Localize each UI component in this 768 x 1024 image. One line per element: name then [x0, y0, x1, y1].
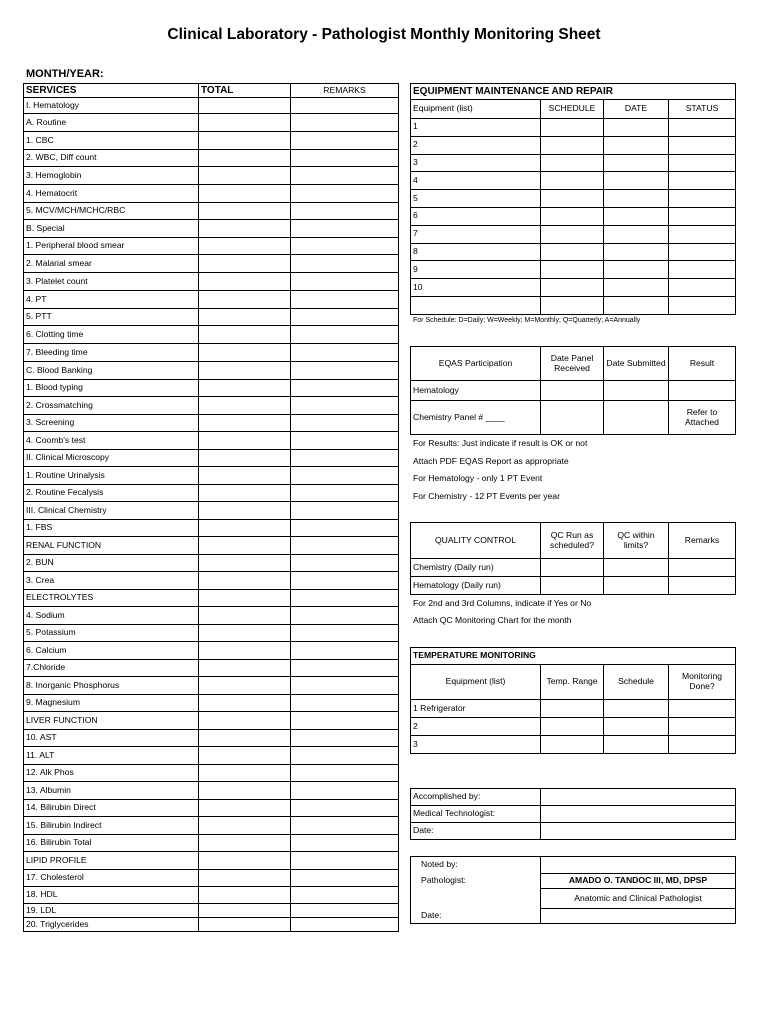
- equipment-cell[interactable]: [669, 279, 736, 297]
- remarks-cell[interactable]: [291, 887, 399, 904]
- service-row-label: C. Blood Banking: [24, 362, 199, 380]
- accomplished-label: Medical Technologist:: [411, 806, 541, 823]
- remarks-cell[interactable]: [291, 782, 399, 800]
- total-cell[interactable]: [199, 362, 291, 380]
- eqas-cell[interactable]: [541, 401, 604, 435]
- service-row-label: B. Special: [24, 220, 199, 238]
- equipment-title: EQUIPMENT MAINTENANCE AND REPAIR: [411, 84, 736, 100]
- remarks-cell[interactable]: [291, 747, 399, 765]
- pathologist-name: AMADO O. TANDOC III, MD, DPSP: [541, 874, 736, 889]
- equipment-cell[interactable]: [669, 154, 736, 172]
- equipment-table: [410, 83, 736, 315]
- service-row-label: 14. Bilirubin Direct: [24, 800, 199, 817]
- eqas-result[interactable]: [669, 381, 736, 401]
- remarks-cell[interactable]: [291, 273, 399, 291]
- equipment-row-number[interactable]: 10: [411, 279, 541, 297]
- equipment-row-number[interactable]: 4: [411, 172, 541, 190]
- equipment-cell[interactable]: [669, 296, 736, 314]
- remarks-cell[interactable]: [291, 220, 399, 238]
- service-row-label: 3. Crea: [24, 572, 199, 590]
- temperature-header: Schedule: [604, 665, 669, 700]
- equipment-row-number[interactable]: 9: [411, 261, 541, 279]
- service-row-label: 12. Alk Phos: [24, 765, 199, 782]
- eqas-row-label: Hematology: [411, 381, 541, 401]
- remarks-cell[interactable]: [291, 502, 399, 520]
- temperature-row-label: 3: [411, 736, 541, 754]
- equipment-cell[interactable]: [541, 207, 604, 225]
- remarks-cell[interactable]: [291, 397, 399, 415]
- service-row-label: 3. Screening: [24, 415, 199, 432]
- accomplished-table: [410, 788, 736, 840]
- service-row-label: 5. Potassium: [24, 625, 199, 642]
- equipment-cell[interactable]: [604, 154, 669, 172]
- equipment-cell[interactable]: [541, 225, 604, 243]
- service-row-label: 8. Inorganic Phosphorus: [24, 677, 199, 695]
- temperature-cell[interactable]: [669, 700, 736, 718]
- temperature-row-label: 2: [411, 718, 541, 736]
- pathologist-position: Anatomic and Clinical Pathologist: [541, 889, 736, 909]
- total-cell[interactable]: [199, 660, 291, 677]
- equipment-cell[interactable]: [604, 243, 669, 261]
- total-cell[interactable]: [199, 114, 291, 132]
- total-cell[interactable]: [199, 887, 291, 904]
- total-cell[interactable]: [199, 185, 291, 203]
- eqas-cell[interactable]: [541, 381, 604, 401]
- service-row-label: 2. Routine Fecalysis: [24, 485, 199, 502]
- total-cell[interactable]: [199, 273, 291, 291]
- temperature-cell[interactable]: [541, 736, 604, 754]
- service-row-label: 9. Magnesium: [24, 695, 199, 712]
- equipment-cell[interactable]: [604, 261, 669, 279]
- eqas-note: For Hematology - only 1 PT Event: [413, 473, 543, 483]
- eqas-row-label: Chemistry Panel # ____: [411, 401, 541, 435]
- service-row-label: LIVER FUNCTION: [24, 712, 199, 730]
- temperature-header: Monitoring Done?: [669, 665, 736, 700]
- total-cell[interactable]: [199, 520, 291, 537]
- equipment-cell[interactable]: [541, 136, 604, 154]
- service-row-label: 2. WBC, Diff count: [24, 150, 199, 167]
- service-row-label: 2. Crossmatching: [24, 397, 199, 415]
- remarks-cell[interactable]: [291, 238, 399, 255]
- remarks-cell[interactable]: [291, 450, 399, 467]
- eqas-note: For Results: Just indicate if result is OK or not: [413, 438, 588, 448]
- eqas-cell[interactable]: [604, 401, 669, 435]
- total-cell[interactable]: [199, 642, 291, 660]
- remarks-cell[interactable]: [291, 572, 399, 590]
- service-row-label: 4. Hematocrit: [24, 185, 199, 203]
- accomplished-cell[interactable]: [541, 823, 736, 840]
- service-row-label: LIPID PROFILE: [24, 852, 199, 870]
- equipment-cell[interactable]: [604, 136, 669, 154]
- total-cell[interactable]: [199, 765, 291, 782]
- equipment-cell[interactable]: [541, 172, 604, 190]
- equipment-cell[interactable]: [669, 207, 736, 225]
- equipment-cell[interactable]: [541, 119, 604, 137]
- equipment-cell[interactable]: [604, 225, 669, 243]
- service-row-label: 2. BUN: [24, 555, 199, 572]
- qc-note: For 2nd and 3rd Columns, indicate if Yes or No: [413, 598, 592, 608]
- service-row-label: 18. HDL: [24, 887, 199, 904]
- remarks-cell[interactable]: [291, 537, 399, 555]
- remarks-cell[interactable]: [291, 309, 399, 326]
- schedule-legend: For Schedule: D=Daily; W=Weekly; M=Monthly; Q=Quarterly; A=Annually: [413, 317, 641, 324]
- equipment-cell[interactable]: [669, 172, 736, 190]
- remarks-cell[interactable]: [291, 695, 399, 712]
- noted-table: [410, 856, 736, 924]
- total-cell[interactable]: [199, 835, 291, 852]
- total-cell[interactable]: [199, 502, 291, 520]
- total-cell[interactable]: [199, 782, 291, 800]
- total-cell[interactable]: [199, 918, 291, 932]
- temperature-cell[interactable]: [669, 736, 736, 754]
- equipment-cell[interactable]: [604, 190, 669, 208]
- equipment-cell[interactable]: [604, 296, 669, 314]
- equipment-row-number[interactable]: [411, 296, 541, 314]
- eqas-header: Date Panel Received: [541, 347, 604, 381]
- equipment-cell[interactable]: [669, 119, 736, 137]
- equipment-row-number[interactable]: 5: [411, 190, 541, 208]
- qc-row-label: Chemistry (Daily run): [411, 559, 541, 577]
- qc-cell[interactable]: [541, 559, 604, 577]
- remarks-cell[interactable]: [291, 817, 399, 835]
- eqas-note: Attach PDF EQAS Report as appropriate: [413, 456, 569, 466]
- service-row-label: 11. ALT: [24, 747, 199, 765]
- total-cell[interactable]: [199, 677, 291, 695]
- equipment-cell[interactable]: [604, 172, 669, 190]
- service-row-label: 7. Bleeding time: [24, 344, 199, 362]
- equipment-cell[interactable]: [541, 279, 604, 297]
- remarks-cell[interactable]: [291, 203, 399, 220]
- remarks-cell[interactable]: [291, 835, 399, 852]
- total-cell[interactable]: [199, 167, 291, 185]
- remarks-cell[interactable]: [291, 185, 399, 203]
- total-cell[interactable]: [199, 904, 291, 918]
- qc-row-label: Hematology (Daily run): [411, 577, 541, 595]
- accomplished-cell[interactable]: [541, 806, 736, 823]
- remarks-cell[interactable]: [291, 918, 399, 932]
- temperature-row-label: 1 Refrigerator: [411, 700, 541, 718]
- header-remarks: REMARKS: [291, 84, 399, 98]
- total-cell[interactable]: [199, 800, 291, 817]
- total-cell[interactable]: [199, 695, 291, 712]
- remarks-cell[interactable]: [291, 114, 399, 132]
- remarks-cell[interactable]: [291, 730, 399, 747]
- total-cell[interactable]: [199, 344, 291, 362]
- accomplished-cell[interactable]: [541, 789, 736, 806]
- equipment-row-number[interactable]: 1: [411, 119, 541, 137]
- equipment-cell[interactable]: [669, 190, 736, 208]
- header-services: SERVICES: [24, 84, 199, 98]
- pathologist-label: Pathologist:: [411, 874, 541, 889]
- total-cell[interactable]: [199, 432, 291, 450]
- service-row-label: 7.Chloride: [24, 660, 199, 677]
- service-row-label: 1. Routine Urinalysis: [24, 467, 199, 485]
- remarks-cell[interactable]: [291, 255, 399, 273]
- remarks-cell[interactable]: [291, 362, 399, 380]
- remarks-cell[interactable]: [291, 642, 399, 660]
- total-cell[interactable]: [199, 852, 291, 870]
- eqas-header: Result: [669, 347, 736, 381]
- equipment-cell[interactable]: [604, 207, 669, 225]
- temperature-cell[interactable]: [669, 718, 736, 736]
- remarks-cell[interactable]: [291, 467, 399, 485]
- service-row-label: I. Hematology: [24, 98, 199, 114]
- equipment-header: Equipment (list): [411, 100, 541, 119]
- remarks-cell[interactable]: [291, 555, 399, 572]
- total-cell[interactable]: [199, 450, 291, 467]
- total-cell[interactable]: [199, 397, 291, 415]
- equipment-cell[interactable]: [669, 225, 736, 243]
- remarks-cell[interactable]: [291, 590, 399, 607]
- equipment-cell[interactable]: [669, 136, 736, 154]
- total-cell[interactable]: [199, 590, 291, 607]
- equipment-row-number[interactable]: 7: [411, 225, 541, 243]
- qc-cell[interactable]: [541, 577, 604, 595]
- total-cell[interactable]: [199, 712, 291, 730]
- remarks-cell[interactable]: [291, 904, 399, 918]
- qc-cell[interactable]: [669, 577, 736, 595]
- total-cell[interactable]: [199, 203, 291, 220]
- service-row-label: 1. CBC: [24, 132, 199, 150]
- equipment-header: STATUS: [669, 100, 736, 119]
- qc-table: [410, 522, 736, 595]
- temperature-cell[interactable]: [604, 736, 669, 754]
- temperature-table: [410, 647, 736, 754]
- total-cell[interactable]: [199, 625, 291, 642]
- total-cell[interactable]: [199, 572, 291, 590]
- remarks-cell[interactable]: [291, 380, 399, 397]
- header-total: TOTAL: [199, 84, 291, 98]
- total-cell[interactable]: [199, 607, 291, 625]
- service-row-label: 10. AST: [24, 730, 199, 747]
- equipment-row-number[interactable]: 6: [411, 207, 541, 225]
- service-row-label: 19. LDL: [24, 904, 199, 918]
- total-cell[interactable]: [199, 132, 291, 150]
- remarks-cell[interactable]: [291, 132, 399, 150]
- service-row-label: 6. Calcium: [24, 642, 199, 660]
- qc-header: QC Run as scheduled?: [541, 523, 604, 559]
- service-row-label: 20. Triglycerides: [24, 918, 199, 932]
- accomplished-label: Date:: [411, 823, 541, 840]
- service-row-label: 5. PTT: [24, 309, 199, 326]
- total-cell[interactable]: [199, 326, 291, 344]
- eqas-header: EQAS Participation: [411, 347, 541, 381]
- total-cell[interactable]: [199, 255, 291, 273]
- qc-header: QC within limits?: [604, 523, 669, 559]
- service-row-label: II. Clinical Microscopy: [24, 450, 199, 467]
- month-year-label: MONTH/YEAR:: [26, 68, 104, 80]
- service-row-label: 2. Malarial smear: [24, 255, 199, 273]
- total-cell[interactable]: [199, 415, 291, 432]
- temperature-header: Temp. Range: [541, 665, 604, 700]
- service-row-label: 3. Hemoglobin: [24, 167, 199, 185]
- eqas-note: For Chemistry - 12 PT Events per year: [413, 491, 560, 501]
- qc-header: QUALITY CONTROL: [411, 523, 541, 559]
- remarks-cell[interactable]: [291, 150, 399, 167]
- qc-cell[interactable]: [604, 559, 669, 577]
- total-cell[interactable]: [199, 291, 291, 309]
- total-cell[interactable]: [199, 150, 291, 167]
- remarks-cell[interactable]: [291, 432, 399, 450]
- equipment-cell[interactable]: [541, 296, 604, 314]
- temperature-cell[interactable]: [541, 718, 604, 736]
- service-row-label: III. Clinical Chemistry: [24, 502, 199, 520]
- equipment-cell[interactable]: [669, 261, 736, 279]
- service-row-label: 4. Sodium: [24, 607, 199, 625]
- service-row-label: 5. MCV/MCH/MCHC/RBC: [24, 203, 199, 220]
- service-row-label: 1. FBS: [24, 520, 199, 537]
- service-row-label: 1. Blood typing: [24, 380, 199, 397]
- total-cell[interactable]: [199, 220, 291, 238]
- total-cell[interactable]: [199, 747, 291, 765]
- service-row-label: 15. Bilirubin Indirect: [24, 817, 199, 835]
- accomplished-label: Accomplished by:: [411, 789, 541, 806]
- total-cell[interactable]: [199, 870, 291, 887]
- remarks-cell[interactable]: [291, 712, 399, 730]
- eqas-table: [410, 346, 736, 435]
- qc-cell[interactable]: [604, 577, 669, 595]
- equipment-cell[interactable]: [541, 243, 604, 261]
- service-row-label: 6. Clotting time: [24, 326, 199, 344]
- equipment-header: SCHEDULE: [541, 100, 604, 119]
- remarks-cell[interactable]: [291, 625, 399, 642]
- total-cell[interactable]: [199, 309, 291, 326]
- remarks-cell[interactable]: [291, 677, 399, 695]
- service-row-label: 16. Bilirubin Total: [24, 835, 199, 852]
- remarks-cell[interactable]: [291, 291, 399, 309]
- remarks-cell[interactable]: [291, 167, 399, 185]
- equipment-cell[interactable]: [669, 243, 736, 261]
- total-cell[interactable]: [199, 555, 291, 572]
- remarks-cell[interactable]: [291, 98, 399, 114]
- qc-cell[interactable]: [669, 559, 736, 577]
- remarks-cell[interactable]: [291, 852, 399, 870]
- remarks-cell[interactable]: [291, 485, 399, 502]
- service-row-label: A. Routine: [24, 114, 199, 132]
- qc-note: Attach QC Monitoring Chart for the month: [413, 615, 572, 625]
- equipment-cell[interactable]: [604, 279, 669, 297]
- total-cell[interactable]: [199, 730, 291, 747]
- total-cell[interactable]: [199, 380, 291, 397]
- temperature-cell[interactable]: [604, 700, 669, 718]
- noted-date-label: Date:: [411, 909, 541, 924]
- eqas-header: Date Submitted: [604, 347, 669, 381]
- equipment-row-number[interactable]: 3: [411, 154, 541, 172]
- equipment-header: DATE: [604, 100, 669, 119]
- equipment-cell[interactable]: [541, 190, 604, 208]
- service-row-label: 1. Peripheral blood smear: [24, 238, 199, 255]
- qc-header: Remarks: [669, 523, 736, 559]
- service-row-label: RENAL FUNCTION: [24, 537, 199, 555]
- remarks-cell[interactable]: [291, 326, 399, 344]
- equipment-row-number[interactable]: 8: [411, 243, 541, 261]
- remarks-cell[interactable]: [291, 870, 399, 887]
- service-row-label: 3. Platelet count: [24, 273, 199, 291]
- temperature-cell[interactable]: [604, 718, 669, 736]
- noted-by-label: Noted by:: [411, 857, 541, 874]
- remarks-cell[interactable]: [291, 415, 399, 432]
- total-cell[interactable]: [199, 485, 291, 502]
- total-cell[interactable]: [199, 238, 291, 255]
- service-row-label: 13. Albumin: [24, 782, 199, 800]
- eqas-cell[interactable]: [604, 381, 669, 401]
- temperature-header: Equipment (list): [411, 665, 541, 700]
- equipment-row-number[interactable]: 2: [411, 136, 541, 154]
- service-row-label: 17. Cholesterol: [24, 870, 199, 887]
- equipment-cell[interactable]: [604, 119, 669, 137]
- page-title: Clinical Laboratory - Pathologist Monthly Monitoring Sheet: [167, 26, 601, 43]
- temperature-cell[interactable]: [541, 700, 604, 718]
- equipment-cell[interactable]: [541, 154, 604, 172]
- total-cell[interactable]: [199, 817, 291, 835]
- remarks-cell[interactable]: [291, 344, 399, 362]
- services-table: [23, 83, 399, 932]
- total-cell[interactable]: [199, 467, 291, 485]
- service-row-label: 4. PT: [24, 291, 199, 309]
- total-cell[interactable]: [199, 537, 291, 555]
- remarks-cell[interactable]: [291, 660, 399, 677]
- service-row-label: ELECTROLYTES: [24, 590, 199, 607]
- equipment-cell[interactable]: [541, 261, 604, 279]
- remarks-cell[interactable]: [291, 765, 399, 782]
- eqas-result[interactable]: Refer to Attached: [669, 401, 736, 435]
- remarks-cell[interactable]: [291, 520, 399, 537]
- remarks-cell[interactable]: [291, 800, 399, 817]
- remarks-cell[interactable]: [291, 607, 399, 625]
- total-cell[interactable]: [199, 98, 291, 114]
- service-row-label: 4. Coomb's test: [24, 432, 199, 450]
- temperature-title: TEMPERATURE MONITORING: [411, 648, 736, 665]
